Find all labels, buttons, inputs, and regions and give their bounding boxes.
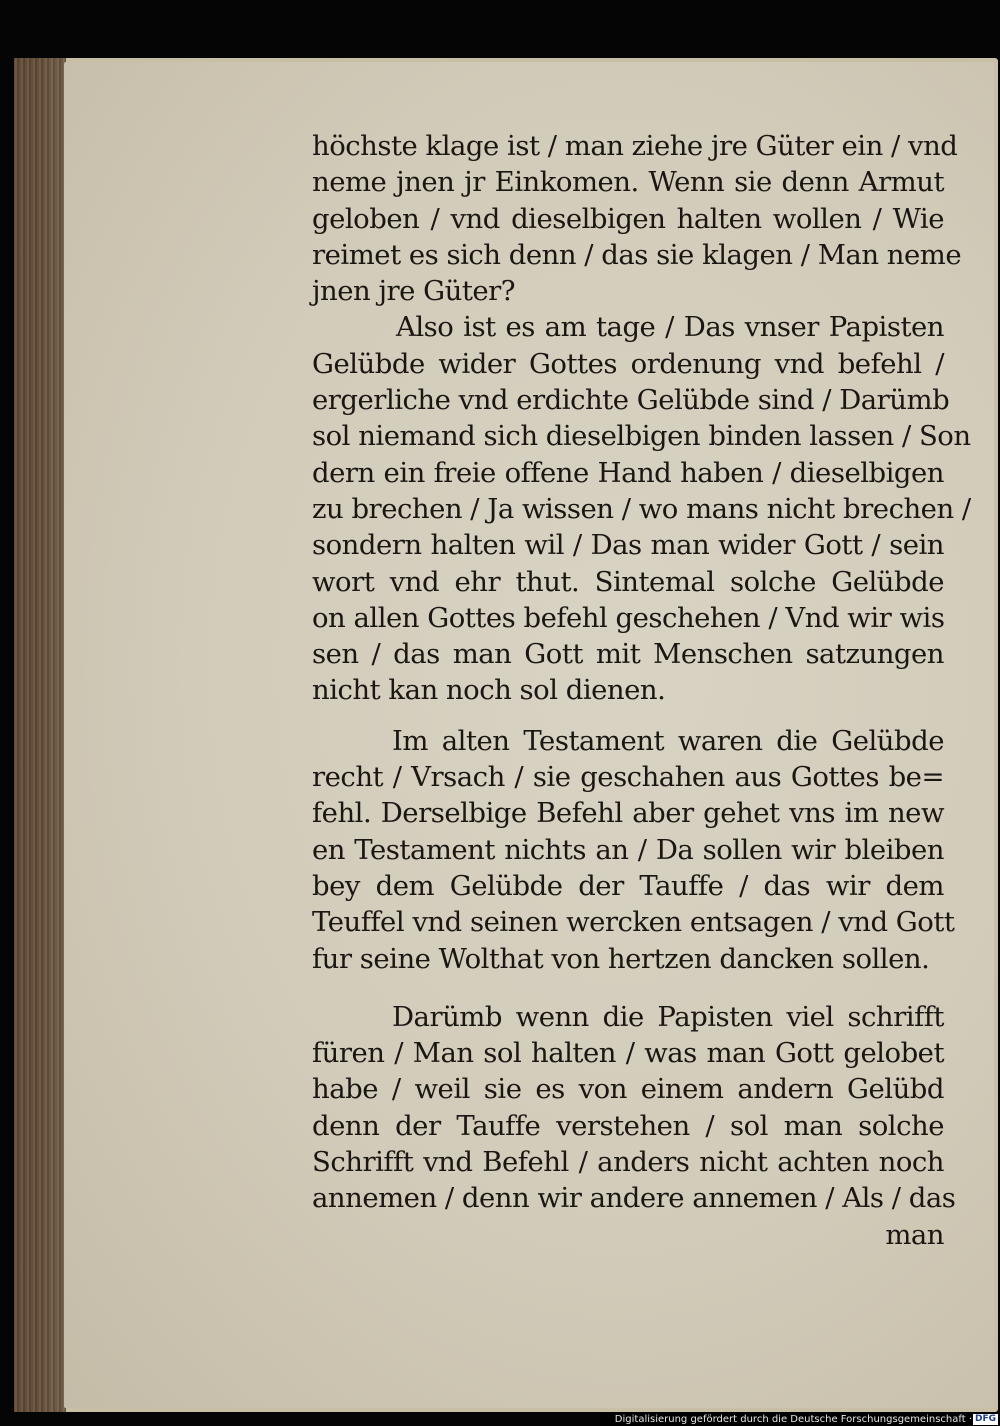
text-line: sen / das man Gott mit Menschen satzungen [312,638,944,671]
text-line: denn der Tauffe verstehen / sol man solche [312,1109,944,1142]
text-line: en Testament nichts an / Da sollen wir bleiben [312,833,944,866]
text-line: sol niemand sich dieselbigen binden lassen / Son [312,420,971,453]
text-line: fur seine Wolthat von hertzen dancken sollen. [312,942,930,975]
text-line: zu brechen / Ja wissen / wo mans nicht brechen / [312,492,971,525]
digitization-credit: Digitalisierung gefördert durch die Deutsche Forschungsgemeinschaft · [614,1414,972,1425]
text-line: on allen Gottes befehl geschehen / Vnd wir wis [312,601,945,634]
text-line: wort vnd ehr thut. Sintemal solche Gelübde [312,565,944,598]
text-line: füren / Man sol halten / was man Gott gelobet [312,1037,944,1070]
text-line: reimet es sich denn / das sie klagen / Man neme [312,238,962,271]
text-line: bey dem Gelübde der Tauffe / das wir dem [312,869,944,902]
text-line: recht / Vrsach / sie geschahen aus Gottes be= [312,761,944,794]
dfg-logo: DFG [974,1414,996,1424]
text-line: Also ist es am tage / Das vnser Papisten [396,311,944,344]
text-line: höchste klage ist / man ziehe jre Güter ein / vnd [312,130,958,162]
text-line: geloben / vnd dieselbigen halten wollen / Wie [312,202,944,235]
text-line: ergerliche vnd erdichte Gelübde sind / Darümb [312,384,950,417]
text-line: sondern halten wil / Das man wider Gott / sein [312,529,944,562]
page-edges [14,58,66,1412]
text-line: Gelübde wider Gottes ordenung vnd befehl / [312,347,944,380]
text-line: nicht kan noch sol dienen. [312,674,666,707]
text-line: Teuffel vnd seinen wercken entsagen / vnd Gott [312,906,955,939]
text-line: fehl. Derselbige Befehl aber gehet vns im new [312,797,944,830]
catchword: man [885,1218,944,1251]
text-line: jnen jre Güter? [312,275,516,308]
text-line: Schrifft vnd Befehl / anders nicht achten noch [312,1146,944,1179]
text-line: Darümb wenn die Papisten viel schrifft [392,1000,944,1033]
text-line: habe / weil sie es von einem andern Gelübd [312,1073,944,1106]
page-text [312,128,971,1253]
text-line: Im alten Testament waren die Gelübde [392,724,944,757]
text-line: annemen / denn wir andere annemen / Als / das [312,1182,956,1215]
text-line: dern ein freie offene Hand haben / dieselbigen [312,456,944,489]
text-line: neme jnen jr Einkomen. Wenn sie denn Armut [312,166,944,199]
